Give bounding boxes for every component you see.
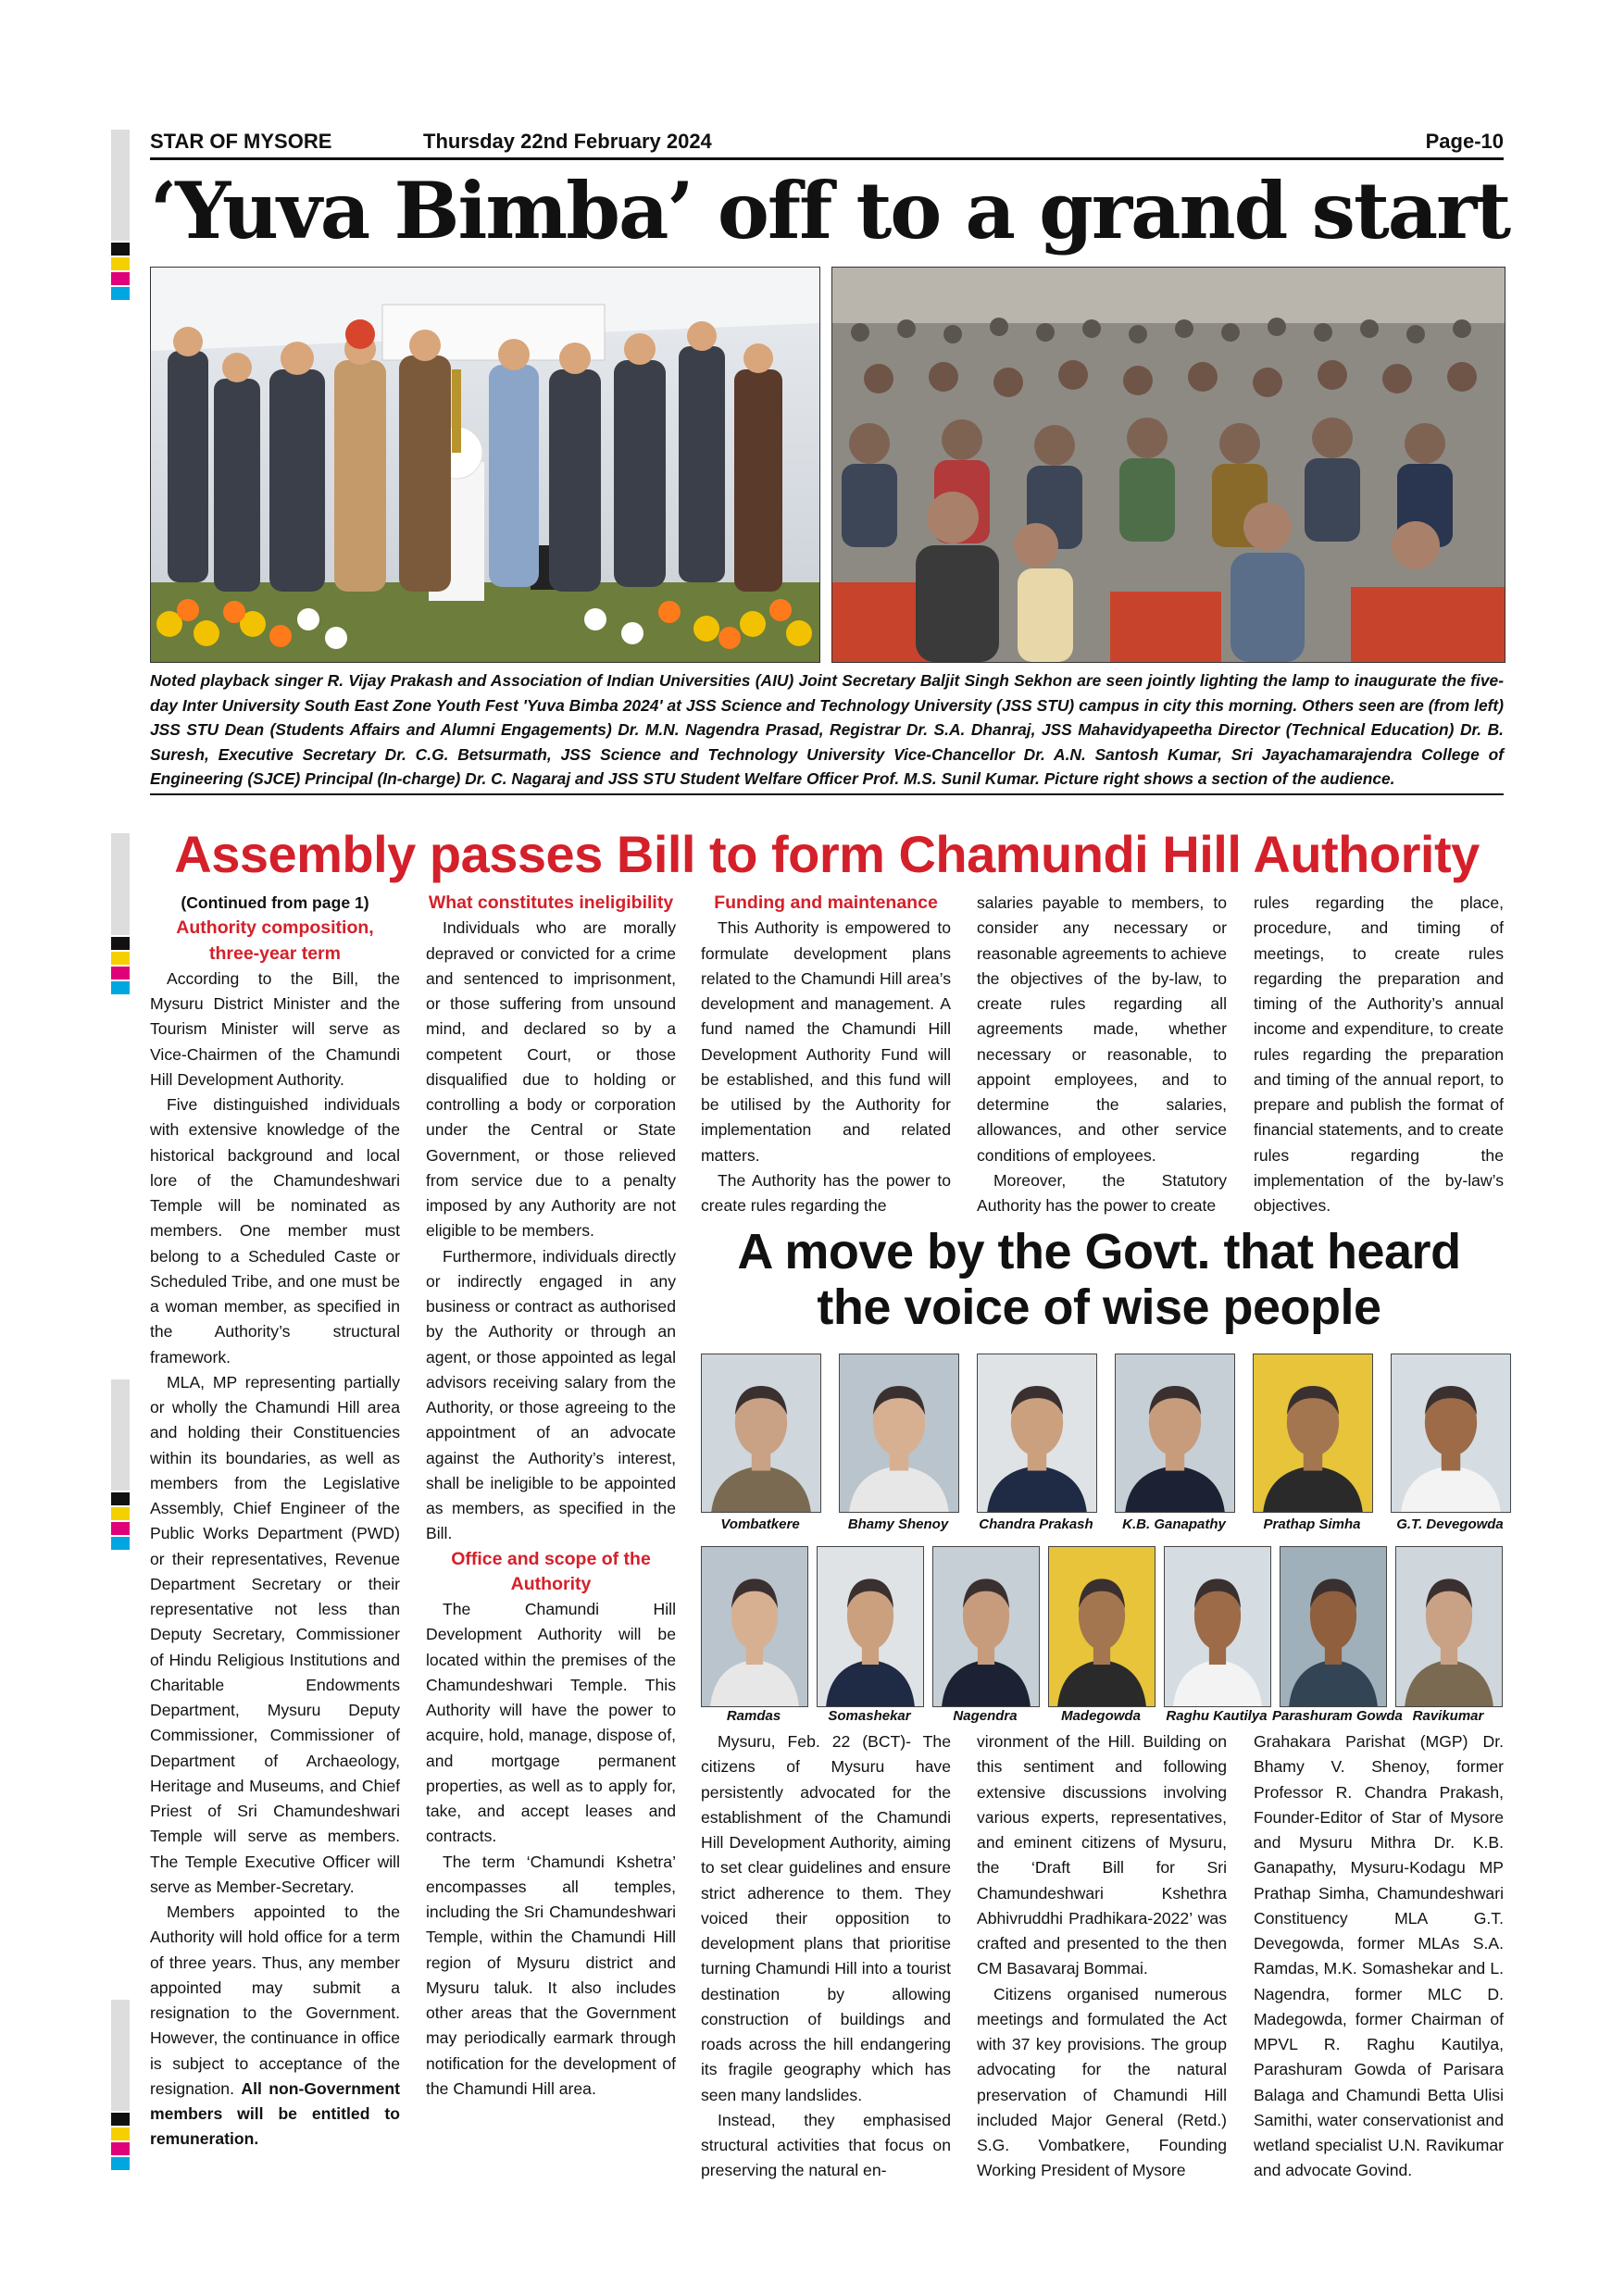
portrait-illustration	[933, 1547, 1039, 1706]
bill-headline: Assembly passes Bill to form Chamundi Hill Authority	[174, 825, 1480, 883]
move-headline-line2: the voice of wise people	[817, 1279, 1381, 1335]
portrait-illustration	[1392, 1354, 1510, 1512]
photo-caption: Noted playback singer R. Vijay Prakash and Association of Indian Universities (AIU) Joint Secretary Baljit Singh Sekhon are seen jointly lighting the lamp to inaugurate the five-day Inter University South East Zone Youth Fest 'Yuva Bimba 2024' at JSS Science and Technology University (JSS STU) campus in city this morning. Others seen are (from left) JSS STU Dean (Students Affairs and Alumni Engagements) Dr. M.N. Nagendra Prasad, Registrar Dr. S.A. Dhanraj, JSS Mahavidyapeetha Director (Technical Education) Dr. B. Suresh, Executive Secretary Dr. C.G. Betsurmath, JSS Science and Technology University Vice-Chancellor Dr. A.N. Santosh Kumar, Sri Jayachamarajendra College of Engineering (SJCE) Principal (In-charge) Dr. C. Nagaraj and JSS STU Student Welfare Officer Prof. M.S. Sunil Kumar. Picture right shows a section of the audience.	[150, 668, 1504, 795]
portrait-photo	[701, 1546, 808, 1707]
portrait-illustration	[1116, 1354, 1234, 1512]
portrait-photo	[977, 1354, 1097, 1513]
photo-lamp-lighting	[150, 267, 820, 663]
bill-column-3	[701, 891, 951, 1218]
bill-column-1	[150, 891, 400, 2152]
portrait-name: Raghu Kautilya	[1166, 1708, 1268, 1724]
move-column-2	[977, 1729, 1227, 2184]
main-headline: ‘Yuva Bimba’ off to a grand start	[150, 165, 1510, 256]
portrait-name: Prathap Simha	[1263, 1516, 1361, 1532]
continued-line: (Continued from page 1)	[181, 893, 369, 912]
move-headline-line1: A move by the Govt. that heard	[737, 1224, 1461, 1279]
portrait-name: K.B. Ganapathy	[1122, 1516, 1226, 1532]
reg-black-1	[111, 243, 130, 256]
paragraph: MLA, MP representing partially or wholly the Chamundi Hill area and holding their Constituencies within its boundaries, as well as members from the Legislative Assembly, Chief Engineer of the Public Works Department (PWD) or their representatives, Revenue Department Secretary or their representative not less than Deputy Secretary, Commissioner of Hindu Religious Institutions and Charitable Endowments Department, Mysuru Deputy Commissioner, Commissioner of Department of Archaeology, Heritage and Museums, and Chief Priest of Sri Chamundeshwari Temple will serve as members. The Temple Executive Officer will serve as Member-Secretary.	[150, 1372, 400, 1896]
bill-column-4	[977, 891, 1227, 1218]
portrait-name: Ravikumar	[1412, 1708, 1484, 1724]
paragraph-text: Members appointed to the Authority will hold office for a term of three years. Thus, any member appointed may submit a resignation to the Government. However, the continuance in office is subject to acceptance of the resignation.	[150, 1903, 400, 2098]
margin-bar-top	[111, 130, 130, 241]
paragraph: This Authority is empowered to formulate development plans related to the Chamundi Hill area’s development and management. A fund named the Chamundi Hill Development Authority Fund will be established, and this fund will be utilised by the Authority for implementation and related matters.	[701, 918, 951, 1165]
subhead-ineligibility: What constitutes ineligibility	[428, 892, 674, 913]
margin-bar-bottom	[111, 2000, 130, 2111]
paragraph: rules regarding the place, procedure, and timing of meetings, to create rules regarding the preparation and timing of the Authority’s annual income and expenditure, to create rules regarding the preparation and timing of the annual report, to prepare and publish the format of financial statements, and to create rules regarding the implementation of the by-law’s objectives.	[1254, 893, 1504, 1215]
paragraph: Citizens organised numerous meetings and formulated the Act with 37 key provisions. The group advocating for the natural preservation of Chamundi Hill included Major General (Retd.) S.G. Vombatkere, Founding Working President of Mysore	[977, 1984, 1227, 2180]
bill-column-2	[426, 891, 676, 2102]
reg-black-4	[111, 2113, 130, 2126]
portrait-photo	[1395, 1546, 1503, 1707]
reg-yellow-2	[111, 952, 130, 965]
portrait-photo	[1048, 1546, 1156, 1707]
page-number: Page-10	[1425, 130, 1504, 153]
paragraph: According to the Bill, the Mysuru District Minister and the Tourism Minister will serve as Vice-Chairmen of the Chamundi Hill Development Authority.	[150, 968, 400, 1089]
paragraph: Grahakara Parishat (MGP) Dr. Bhamy V. Shenoy, former Professor R. Chandra Prakash, Founder-Editor of Star of Mysore and Mysuru Mithra Dr. K.B. Ganapathy, Mysuru-Kodagu MP Prathap Simha, Chamundeshwari Constituency MLA G.T. Devegowda, former MLAs S.A. Ramdas, M.K. Somashekar and L. Nagendra, former MLC D. Madegowda, former Chairman of MPVL R. Raghu Kautilya, Parashuram Gowda of Parisara Balaga and Chamundi Betta Ulisi Samithi, water conservationist and wetland specialist U.N. Ravikumar and advocate Govind.	[1254, 1732, 1504, 2180]
portrait-photo	[839, 1354, 959, 1513]
portrait-illustration	[702, 1354, 820, 1512]
reg-yellow-4	[111, 2128, 130, 2140]
reg-magenta-4	[111, 2142, 130, 2155]
reg-magenta-3	[111, 1522, 130, 1535]
subhead-office-scope: Office and scope of the Authority	[451, 1548, 651, 1594]
lamp-lighting-illustration	[151, 268, 819, 662]
paragraph: Instead, they emphasised structural activities that focus on preserving the natural en-	[701, 2110, 951, 2180]
photo-audience	[831, 267, 1505, 663]
paragraph: vironment of the Hill. Building on this sentiment and following extensive discussions involving various experts, representatives, and eminent citizens of Mysuru, the ‘Draft Bill for Sri Chamundeshwari Kshethra Abhivruddhi Pradhikara-2022’ was crafted and presented to the then CM Basavaraj Bommai.	[977, 1732, 1227, 1978]
portrait-name: Vombatkere	[720, 1516, 800, 1532]
portrait-photo	[1253, 1354, 1373, 1513]
portrait-illustration	[1049, 1547, 1155, 1706]
portrait-name: Bhamy Shenoy	[847, 1516, 949, 1532]
portrait-photo	[1115, 1354, 1235, 1513]
reg-yellow-3	[111, 1507, 130, 1520]
portrait-name: Somashekar	[828, 1708, 911, 1724]
portrait-name: Chandra Prakash	[979, 1516, 1093, 1532]
portrait-illustration	[1165, 1547, 1270, 1706]
bill-column-5	[1254, 891, 1504, 1218]
paragraph	[150, 1900, 400, 2152]
portrait-illustration	[978, 1354, 1096, 1512]
reg-cyan-1	[111, 287, 130, 300]
issue-date: Thursday 22nd February 2024	[423, 130, 712, 153]
paragraph-bold: All non-Government members will be entitled to remuneration.	[150, 2078, 400, 2149]
move-headline	[694, 1224, 1504, 1335]
portrait-name: Parashuram Gowda	[1272, 1708, 1403, 1724]
paragraph: Individuals who are morally depraved or convicted for a crime and sentenced to imprisonment, or those suffering from unsound mind, and declared so by a competent Court, or those disqualified due to holding or controlling a body or corporation under the Central or State Government, or those relieved from service due to a penalty imposed by any Authority are not eligible to be members.	[426, 918, 676, 1241]
reg-black-3	[111, 1492, 130, 1505]
paragraph: salaries payable to members, to consider any necessary or reasonable agreements to achieve the objectives of the by-law, to create rules regarding all agreements made, whether necessary or reasonable, to appoint employees, and to determine the salaries, allowances, and other service conditions of employees.	[977, 893, 1227, 1165]
reg-yellow-1	[111, 257, 130, 270]
portrait-illustration	[1396, 1547, 1502, 1706]
portrait-illustration	[818, 1547, 923, 1706]
reg-black-2	[111, 937, 130, 950]
portrait-photo	[1280, 1546, 1387, 1707]
portrait-illustration	[702, 1547, 807, 1706]
paragraph: Moreover, the Statutory Authority has the power to create	[977, 1170, 1227, 1215]
portrait-name: Ramdas	[726, 1708, 781, 1724]
reg-magenta-2	[111, 967, 130, 980]
paragraph: Furthermore, individuals directly or indirectly engaged in any business or contract as authorised by the Authority or through an agent, or those appointed as legal advisors receiving salary from the Authority, or those agreeing to the appointment of an advocate against the Authority’s interest, shall be ineligible to be appointed as members, as specified in the Bill.	[426, 1246, 676, 1543]
portrait-illustration	[1254, 1354, 1372, 1512]
portrait-photo	[932, 1546, 1040, 1707]
page-header	[150, 126, 1504, 160]
margin-bar-mid2	[111, 1379, 130, 1491]
paragraph: The Chamundi Hill Development Authority will be located within the premises of the Chamundeshwari Temple. This Authority will have the power to acquire, hold, manage, dispose of, and mortgage permanent properties, as well as to apply for, take, and accept leases and contracts.	[426, 1600, 676, 1846]
subhead-funding: Funding and maintenance	[714, 892, 938, 913]
portrait-name: Nagendra	[953, 1708, 1018, 1724]
paragraph: The Authority has the power to create rules regarding the	[701, 1170, 951, 1215]
portrait-photo	[817, 1546, 924, 1707]
audience-illustration	[832, 268, 1505, 662]
portrait-photo	[1164, 1546, 1271, 1707]
paragraph: Five distinguished individuals with extensive knowledge of the historical background and local lore of the Chamundeshwari Temple will be nominated as members. One member must belong to a Scheduled Caste or Scheduled Tribe, and one must be a woman member, as specified in the Authority’s structural framework.	[150, 1095, 400, 1366]
paragraph: The term ‘Chamundi Kshetra’ encompasses all temples, including the Sri Chamundeshwari Temple, within the Chamundi Hill region of Mysuru district and Mysuru taluk. It also includes other areas that the Government may periodically earmark through notification for the development of the Chamundi Hill area.	[426, 1852, 676, 2098]
portrait-illustration	[840, 1354, 958, 1512]
subhead-composition: Authority composition, three-year term	[176, 917, 374, 964]
portrait-name: G.T. Devegowda	[1396, 1516, 1504, 1532]
reg-cyan-4	[111, 2157, 130, 2170]
paper-name: STAR OF MYSORE	[150, 130, 332, 153]
reg-magenta-1	[111, 272, 130, 285]
portrait-illustration	[1280, 1547, 1386, 1706]
portrait-photo	[701, 1354, 821, 1513]
move-column-1	[701, 1729, 951, 2184]
portrait-photo	[1391, 1354, 1511, 1513]
paragraph: Mysuru, Feb. 22 (BCT)- The citizens of Mysuru have persistently advocated for the establishment of the Chamundi Hill Development Authority, aiming to set clear guidelines and ensure strict adherence to them. They voiced their opposition to development plans that prioritise turning Chamundi Hill into a tourist destination by allowing construction of buildings and roads across the hill endangering its fragile geography which has seen many landslides.	[701, 1732, 951, 2104]
margin-bar-mid1	[111, 833, 130, 935]
move-column-3	[1254, 1729, 1504, 2184]
reg-cyan-2	[111, 981, 130, 994]
portrait-name: Madegowda	[1061, 1708, 1141, 1724]
reg-cyan-3	[111, 1537, 130, 1550]
